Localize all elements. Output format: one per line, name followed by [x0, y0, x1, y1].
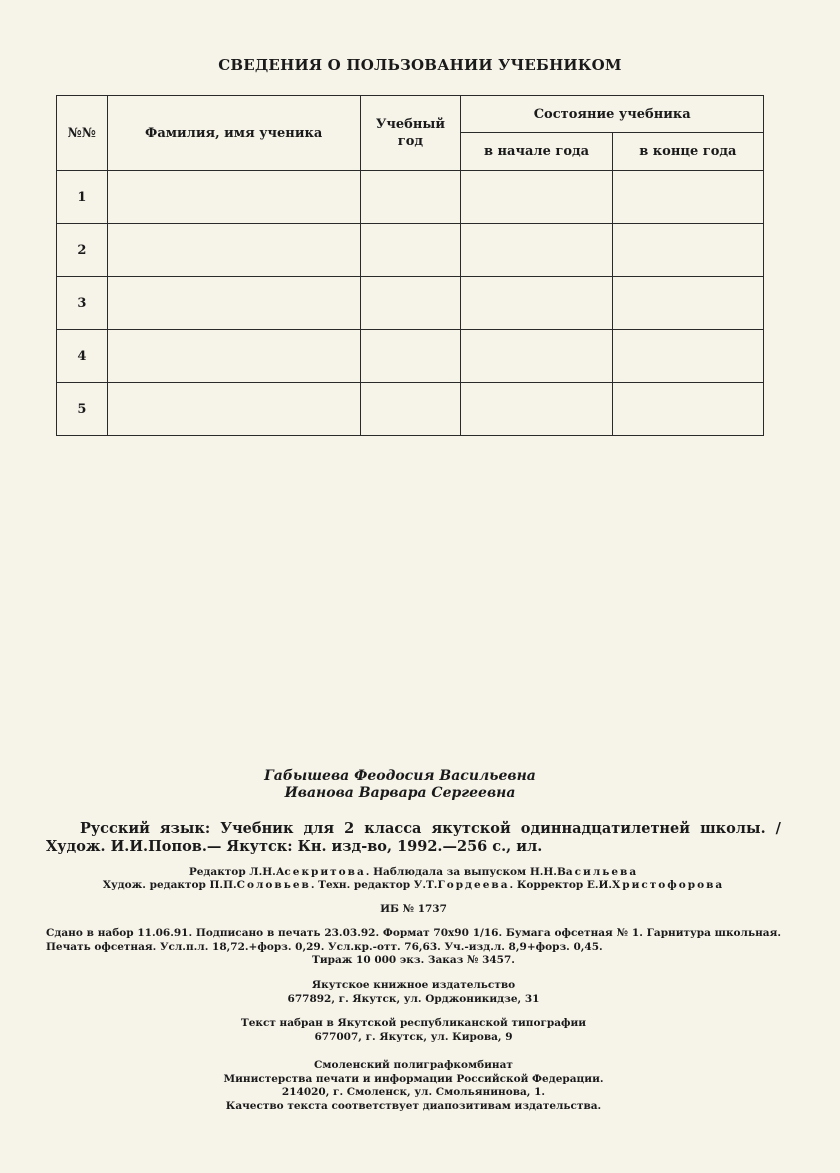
year-cell: [360, 277, 461, 330]
end-state-cell: [612, 224, 763, 277]
circulation: Тираж 10 000 экз. Заказ № 3457.: [312, 954, 515, 966]
usage-table: [56, 95, 764, 436]
header-student-name: Фамилия, имя ученика: [107, 96, 360, 171]
start-state-cell: [461, 224, 612, 277]
author-2: Иванова Варвара Сергеевна: [284, 785, 516, 801]
printer: Смоленский полиграфкомбинат Министерства печати и информации Российской Федерации. 214020, г. Смоленск, ул. Смольянинова, 1. Качество текста соответствует диапозитивам издательства.: [223, 1059, 604, 1112]
bibliographic-entry: [46, 820, 781, 856]
name-cell: [107, 330, 360, 383]
name-cell: [107, 383, 360, 436]
publisher: Якутское книжное издательство 677892, г. Якутск, ул. Орджоникидзе, 31: [287, 979, 540, 1005]
header-number: №№: [57, 96, 108, 171]
end-state-cell: [612, 277, 763, 330]
year-cell: [360, 383, 461, 436]
credits-line-2: Худож. редактор П.П.Соловьев. Техн. редактор У.Т.Гордеева. Корректор Е.И.Христофорова: [102, 879, 725, 891]
header-school-year: Учебный год: [360, 96, 461, 171]
year-cell: [360, 330, 461, 383]
start-state-cell: [461, 383, 612, 436]
print-info: Сдано в набор 11.06.91. Подписано в печать 23.03.92. Формат 70x90 1/16. Бумага офсетная № 1. Гарнитура школьная. Печать офсетная. Усл.п.л. 18,72.+форз. 0,29. Усл.кр.-отт. 76,63. Уч.-изд.л. 8,9+форз. 0,45.: [46, 927, 781, 953]
table-row: [57, 224, 764, 277]
row-number: 4: [57, 330, 108, 383]
table-row: [57, 171, 764, 224]
end-state-cell: [612, 330, 763, 383]
start-state-cell: [461, 171, 612, 224]
typography: Текст набран в Якутской республиканской типографии 677007, г. Якутск, ул. Кирова, 9: [240, 1017, 587, 1043]
ib-number: ИБ № 1737: [380, 903, 447, 915]
credits-line-1: Редактор Л.Н.Асекритова. Наблюдала за выпуском Н.Н.Васильева: [188, 866, 639, 878]
row-number: 2: [57, 224, 108, 277]
page-title: СВЕДЕНИЯ О ПОЛЬЗОВАНИИ УЧЕБНИКОМ: [218, 56, 622, 74]
start-state-cell: [461, 277, 612, 330]
header-start-of-year: в начале года: [461, 133, 612, 171]
year-cell: [360, 171, 461, 224]
start-state-cell: [461, 330, 612, 383]
end-state-cell: [612, 383, 763, 436]
name-cell: [107, 171, 360, 224]
authors: [0, 768, 800, 802]
table-row: [57, 330, 764, 383]
header-textbook-state: Состояние учебника: [461, 96, 764, 133]
author-1: Габышева Феодосия Васильевна: [264, 768, 536, 784]
name-cell: [107, 277, 360, 330]
bib-title: Русский язык:: [80, 820, 211, 837]
bib-text: Учебник для 2 класса якутской одиннадцатилетней школы. / Худож. И.И.Попов.— Якутск: Кн. изд-во, 1992.—256 с., ил.: [46, 820, 781, 855]
row-number: 3: [57, 277, 108, 330]
year-cell: [360, 224, 461, 277]
row-number: 5: [57, 383, 108, 436]
end-state-cell: [612, 171, 763, 224]
name-cell: [107, 224, 360, 277]
header-end-of-year: в конце года: [612, 133, 763, 171]
table-row: [57, 277, 764, 330]
row-number: 1: [57, 171, 108, 224]
table-row: [57, 383, 764, 436]
